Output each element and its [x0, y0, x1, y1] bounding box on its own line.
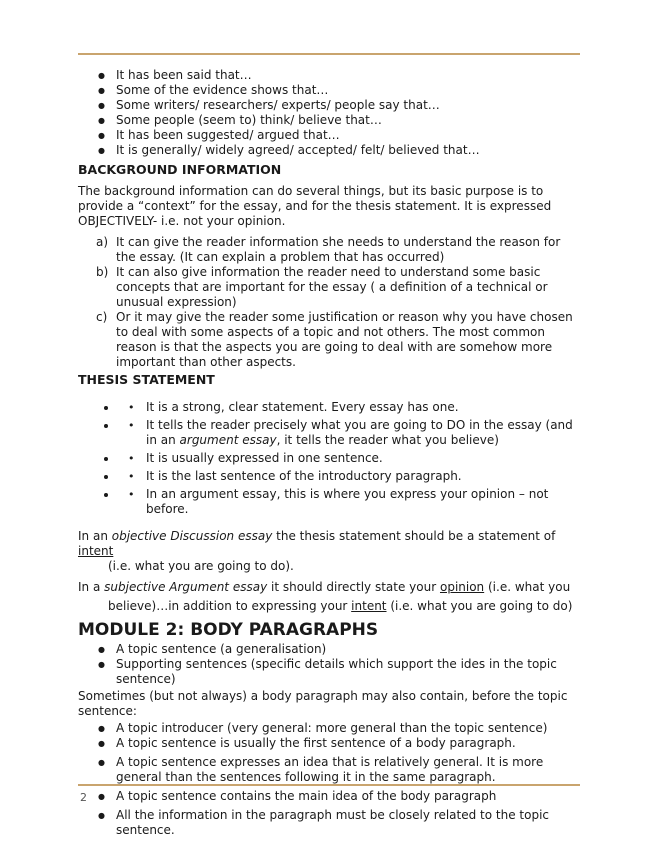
list-item — [78, 235, 578, 265]
list-item: ● Supporting sentences (specific details which support the ides in the topic sentence) — [78, 657, 578, 687]
list-item-text: It can also give information the reader need to understand some basic concepts that are important for the essay ( a definition of a technical or unusual expression) — [116, 265, 548, 309]
list-item-emphasis: argument essay — [179, 433, 277, 447]
background-paragraph: The background information can do several things, but its basic purpose is to provide a “context” for the essay, and for the thesis statement. It is expressed OBJECTIVELY- i.e. not your opinion. — [78, 184, 552, 228]
list-item — [118, 418, 578, 448]
list-item — [78, 310, 578, 370]
list-item: ● A topic sentence is usually the first sentence of a body paragraph. — [78, 736, 578, 751]
list-item-text: It tells the reader precisely what you are going to DO in the essay (and in an — [146, 418, 573, 447]
background-list — [78, 235, 578, 370]
list-marker: c) — [96, 310, 108, 324]
emphasis: subjective Argument essay — [104, 580, 268, 594]
thesis-list — [78, 400, 578, 517]
bottom-rule — [78, 784, 580, 786]
intro-phrase-list — [78, 68, 578, 158]
list-item: ● Some people (seem to) think/ believe that… — [78, 113, 578, 128]
page-content — [78, 68, 578, 838]
body-paragraph-note: Sometimes (but not always) a body paragraph may also contain, before the topic sentence: — [78, 689, 568, 718]
list-item: ● Some writers/ researchers/ experts/ people say that… — [78, 98, 578, 113]
list-item: • • It is the last sentence of the introductory paragraph. — [118, 469, 578, 484]
list-item: ● A topic introducer (very general: more general than the topic sentence) — [78, 721, 578, 736]
underlined-word: intent — [78, 544, 114, 558]
list-item: ● A topic sentence (a generalisation) — [78, 642, 578, 657]
list-item: ● It has been suggested/ argued that… — [78, 128, 578, 143]
list-item-text: Or it may give the reader some justification or reason why you have chosen to deal with some aspects of a topic and not others. The most common reason is that the aspects you are going to deal with are somehow more important than other aspects. — [116, 310, 573, 369]
list-item: • • In an argument essay, this is where you express your opinion – not before. — [118, 487, 578, 517]
list-item-text: It can give the reader information she needs to understand the reason for the essay. (It can explain a problem that has occurred) — [116, 235, 561, 264]
list-item: ● It has been said that… — [78, 68, 578, 83]
list-item: ● It is generally/ widely agreed/ accepted/ felt/ believed that… — [78, 143, 578, 158]
list-item: • • It is a strong, clear statement. Every essay has one. — [118, 400, 578, 415]
list-marker: b) — [96, 265, 109, 279]
page-number: 2 — [80, 791, 87, 804]
background-heading: BACKGROUND INFORMATION — [78, 162, 282, 177]
topic-sentence-list — [78, 721, 578, 838]
list-item: ● All the information in the paragraph must be closely related to the topic sentence. — [78, 808, 578, 838]
top-rule — [78, 53, 580, 55]
list-item — [78, 265, 578, 310]
underlined-word: opinion — [439, 580, 485, 594]
list-item: ● A topic sentence expresses an idea that is relatively general. It is more general than the sentences following it in the same paragraph. — [78, 755, 578, 785]
list-item: ● Some of the evidence shows that… — [78, 83, 578, 98]
list-item-text: , it tells the reader what you believe) — [276, 433, 499, 447]
underlined-word: intent — [351, 599, 387, 613]
objective-essay-note: In an objective Discussion essay the thesis statement should be a statement of intent (i.e. what you are going to do). — [78, 529, 556, 573]
module-2-heading: MODULE 2: BODY PARAGRAPHS — [78, 620, 379, 640]
list-marker: a) — [96, 235, 109, 249]
emphasis: objective Discussion essay — [111, 529, 273, 543]
body-elements-list — [78, 642, 578, 687]
thesis-heading: THESIS STATEMENT — [78, 372, 215, 387]
list-item: ● A topic sentence contains the main idea of the body paragraph — [78, 789, 578, 804]
list-item: • • It is usually expressed in one sentence. — [118, 451, 578, 466]
subjective-essay-note: In a subjective Argument essay it should directly state your opinion (i.e. what you believe)…in addition to expressing your intent (i.e. what you are going to do) — [78, 580, 573, 613]
